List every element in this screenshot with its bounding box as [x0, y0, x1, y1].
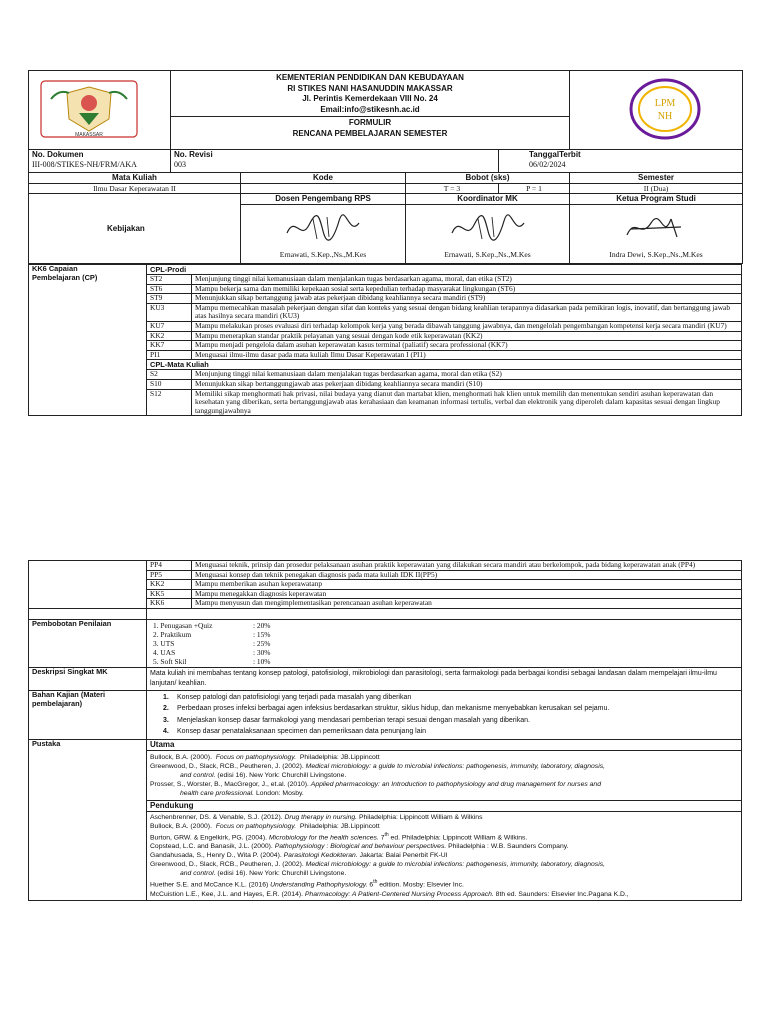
- cpl-text: Menjunjung tinggi nilai kemanusiaan dalam menjalankan tugas berdasarkan agama, moral, dan etika (ST2): [192, 275, 742, 285]
- signer-name: Ernawati, S.Kep.,Ns.,M.Kes: [279, 250, 367, 259]
- svg-text:NH: NH: [657, 111, 673, 122]
- detail-table: [28, 619, 742, 901]
- semester-label: Semester: [570, 173, 743, 184]
- cpl-text: Menjunjung tinggi nilai kemanusiaan dalam menjalakan tugas berdasarkan agama, moral dan etika (S2): [192, 370, 742, 380]
- utama-label: Utama: [147, 740, 741, 751]
- list-item: [163, 715, 738, 727]
- weight-name: 5. Soft Skil: [153, 656, 187, 666]
- bahan-label-2: pembelajaran): [32, 698, 83, 708]
- cpl-code: PI1: [147, 350, 192, 360]
- list-item: [150, 639, 738, 648]
- pustaka-label: Pustaka: [29, 739, 147, 900]
- signature-icon: [621, 211, 691, 245]
- item-number: 3.: [163, 716, 169, 724]
- kode-label: Kode: [241, 173, 406, 184]
- signature-dosen: [241, 205, 406, 264]
- list-item: [150, 657, 738, 666]
- cpl-text: Mampu menerapkan standar praktik pelayanan yang sesuai dengan kode etik keperawatan (KK2): [192, 331, 742, 341]
- tanggal-label: TanggalTerbit: [529, 150, 581, 159]
- item-text: Perbedaan proses infeksi berbagai agen infeksius berdasarkan struktur, siklus hidup, dan mekanisme menyebabkan kerusakan sel pejamu.: [177, 705, 610, 713]
- cpl-text: Menguasai teknik, prinsip dan prosedur pelaksanaan asuhan praktik keperawatan yang dilakukan secara mandiri atau berkelompok, pada bidang keperawatan anak (PP4): [192, 561, 742, 571]
- inst-line: Jl. Perintis Kemerdekaan VIII No. 24: [302, 94, 438, 103]
- item-text: Konsep patologi dan patofisiologi yang terjadi pada masalah yang diberikan: [177, 693, 412, 701]
- list-item: [150, 630, 738, 639]
- institution-logo-icon: [39, 79, 139, 139]
- cpl-code: PP4: [147, 561, 192, 571]
- list-item: [163, 692, 738, 704]
- cp-continued-table: [28, 560, 742, 620]
- no-revisi-cell: [171, 150, 499, 173]
- signer-name: Ernawati, S.Kep.,Ns.,M.Kes: [444, 250, 531, 259]
- cpl-code: KK2: [147, 331, 192, 341]
- weight-value: : 25%: [253, 638, 271, 648]
- pendukung-list: [147, 812, 741, 900]
- tanggal-cell: [499, 150, 743, 173]
- ref-item: Huether S.E. and McCance K.L. (2016) Understanding Pathophysiology. 6th edition. Mosby: Elsevier Inc.: [150, 879, 464, 889]
- cp-table: [28, 264, 742, 416]
- cpl-text: Menguasai konsep dan teknik penegakan diagnosis pada mata kuliah IDK II(PP5): [192, 570, 742, 580]
- rps-page-2: [28, 560, 742, 901]
- signature-koordinator: [406, 205, 570, 264]
- role-dosen: Dosen Pengembang RPS: [241, 194, 406, 205]
- institution-header: [171, 71, 570, 150]
- cpl-code: ST2: [147, 275, 192, 285]
- list-item: [163, 703, 738, 715]
- tanggal-value: 06/02/2024: [529, 160, 566, 169]
- kebijakan-label: Kebijakan: [29, 194, 241, 264]
- weight-value: : 15%: [253, 629, 271, 639]
- inst-line: RI STIKES NANI HASANUDDIN MAKASSAR: [287, 83, 453, 93]
- mk-value: Ilmu Dasar Keperawatan II: [29, 184, 241, 194]
- ref-item: Greenwood, D., Slack, RCB., Peutheren, J. (2002). Medical microbiology: a guide to microbial infections: pathogenesis, immunity, laboratory, diagnosis, and control. (edisi 16). New York: Churchill Livingstone.: [150, 861, 605, 878]
- weight-value: : 20%: [253, 620, 271, 630]
- table-row: [29, 561, 742, 571]
- item-number: 4.: [163, 728, 169, 736]
- list-item: [150, 648, 738, 657]
- cp-continued-label: [29, 561, 147, 609]
- rps-page-1: [28, 70, 742, 416]
- ref-item: Gandahusada, S., Henry D., Wita P. (2004). Parasitologi Kedokteran. Jakarta: Balai Penerbit FK-UI: [150, 852, 448, 860]
- cpl-code: ST9: [147, 294, 192, 304]
- no-revisi-value: 003: [174, 160, 186, 169]
- ref-item: Aschenbrenner, DS. & Venable, S.J. (2012). Drug therapy in nursing. Philadelphia: Lippincott William & Wilkins: [150, 813, 483, 821]
- cpl-text: Mampu menegakkan diagnosis keperawatan: [192, 589, 742, 599]
- no-dokumen-label: No. Dokumen: [32, 150, 84, 159]
- spacer-cell: [147, 608, 742, 619]
- cpl-code: KK5: [147, 589, 192, 599]
- bobot-label: Bobot (sks): [406, 173, 570, 184]
- cpl-code: ST6: [147, 284, 192, 294]
- bobot-p: P = 1: [499, 184, 570, 194]
- cpl-code: KU3: [147, 303, 192, 321]
- ref-item: Bullock, B.A. (2000). Focus on pathophysiology. Philadelphia: JB.Lippincott: [150, 753, 380, 761]
- cp-label-1: KK6 Capaian: [32, 264, 78, 273]
- no-revisi-label: No. Revisi: [174, 150, 213, 159]
- item-number: 2.: [163, 705, 169, 713]
- cpl-text: Mampu menjadi pengelola dalam asuhan keperawatan kasus terminal (paliatif) secara professional (KK7): [192, 341, 742, 351]
- ref-item: Copstead, L.C. and Banasik, J.L. (2000). Pathophysiology : Biological and behaviour perspectives. Philadelphia : W.B. Saunders Company.: [150, 843, 569, 851]
- role-kaprodi: Ketua Program Studi: [570, 194, 743, 205]
- signer-name: Indra Dewi, S.Kep.,Ns.,M.Kes: [609, 250, 703, 259]
- cpl-text: Mampu menyusun dan mengimplementasikan perencanaan asuhan keperawatan: [192, 599, 742, 609]
- logo-right-cell: [570, 71, 743, 150]
- pustaka-pendukung: [147, 800, 742, 900]
- role-koordinator: Koordinator MK: [406, 194, 570, 205]
- logo-left-cell: [29, 71, 171, 150]
- weight-name: 3. UTS: [153, 638, 175, 648]
- cpl-code: KK6: [147, 599, 192, 609]
- ref-item: Bullock, B.A. (2000). Focus on pathophysiology. Philadelphia: JB.Lippincott: [150, 822, 380, 830]
- form-subtitle: RENCANA PEMBELAJARAN SEMESTER: [292, 128, 448, 138]
- cpl-text: Mampu bekerja sama dan memiliki kepekaan sosial serta kepedulian terhadap masyarakat lingkungan (ST6): [192, 284, 742, 294]
- cpl-text: Menunjukkan sikap bertanggung jawab atas pekerjaan dibidang keahliannya secara mandiri (ST9): [192, 294, 742, 304]
- lpm-logo-icon: [628, 77, 702, 141]
- list-item: [163, 726, 738, 738]
- cpl-text: Memiliki sikap menghormati hak privasi, nilai budaya yang dianut dan martabat klien, menghormati hak klien untuk memilih dan menentukan sendiri asuhan keperawatan dan kesehatan yang diberikan, serta bertanggungjawab atas kerahasiaan dan keamanan informasi tertulis, verbal dan elektronik yang diperoleh dalam kapasitas sesuai dengan lingkup tanggungjawabnya: [192, 389, 742, 416]
- weight-name: 2. Praktikum: [153, 629, 192, 639]
- ref-item: Burton, GRW. & Engelkirk, PG. (2004). Microbiology for the health sciences. 7th ed. Philadelphia: Lippincott William & Wilkins.: [150, 831, 528, 842]
- list-item: [150, 621, 738, 630]
- kode-value: [241, 184, 406, 194]
- item-number: 1.: [163, 693, 169, 701]
- weight-value: : 30%: [253, 647, 271, 657]
- svg-text:MAKASSAR: MAKASSAR: [75, 132, 103, 138]
- pendukung-label: Pendukung: [147, 801, 741, 812]
- cpl-code: S2: [147, 370, 192, 380]
- pembobotan-list: [147, 619, 742, 667]
- cpl-text: Menguasai ilmu-ilmu dasar pada mata kuliah Ilmu Dasar Keperawatan I (PI1): [192, 350, 742, 360]
- cpl-code: KU7: [147, 321, 192, 331]
- inst-line: Email:info@stikesnh.ac.id: [320, 104, 420, 114]
- form-title: FORMULIR: [348, 118, 392, 127]
- bahan-label-1: Bahan Kajian (Materi: [32, 690, 106, 699]
- pembobotan-label: Pembobotan Penilaian: [29, 619, 147, 667]
- utama-list: [147, 751, 741, 800]
- weight-value: : 10%: [253, 656, 271, 666]
- mk-label: Mata Kuliah: [29, 173, 241, 184]
- inst-line: KEMENTERIAN PENDIDIKAN DAN KEBUDAYAAN: [276, 73, 464, 82]
- deskripsi-label: Deskripsi Singkat MK: [29, 667, 147, 690]
- cpl-code: KK2: [147, 580, 192, 590]
- weight-name: 4. UAS: [153, 647, 176, 657]
- cpl-code: S12: [147, 389, 192, 416]
- ref-item: Greenwood, D., Slack, RCB., Peutheren, J. (2002). Medical microbiology: a guide to microbial infections: pathogenesis, immunity, laboratory, diagnosis, and control. (edisi 16). New York: Churchill Livingstone.: [150, 762, 605, 779]
- svg-text:LPM: LPM: [654, 98, 676, 109]
- cpl-text: Menunjukkan sikap bertanggungjawab atas pekerjaan dibidang keahliannya secara mandiri (S10): [192, 379, 742, 389]
- pustaka-utama: [147, 739, 742, 800]
- signature-kaprodi: [570, 205, 743, 264]
- bahan-label: [29, 690, 147, 739]
- cpl-text: Mampu memberikan asuhan keperawatanp: [192, 580, 742, 590]
- ref-item: Prosser, S., Worster, B., MacGregor, J., et.al. (2010). Applied pharmacology: an Introduction to pathophysiology and drug management for nurses and health care professional. London: Mosby.: [150, 780, 601, 797]
- cpl-prodi-label: CPL-Prodi: [147, 265, 742, 275]
- cpl-mk-label: CPL-Mata Kuliah: [147, 360, 742, 370]
- cpl-text: Mampu memecahkan masalah pekerjaan dengan sifat dan konteks yang sesuai dengan bidang keahlian terapannya didasarkan pada pemikiran logis, inovatif, dan bertanggung jawab atas hasilnya secara mandiri (KU3): [192, 303, 742, 321]
- item-text: Konsep dasar penatalaksanaan specimen dan pemeriksaan data penunjang lain: [177, 728, 427, 736]
- cpl-text: Mampu melakukan proses evaluasi diri terhadap kelompok kerja yang berada dibawah tanggung jawabnya, dan mengelolah pengembangan kompetensi kerja secara mandiri (KU7): [192, 321, 742, 331]
- bobot-t: T = 3: [406, 184, 499, 194]
- cp-label-2: Pembelajaran (CP): [32, 272, 98, 282]
- signature-icon: [283, 211, 363, 245]
- cp-label: [29, 265, 147, 416]
- weight-name: 1. Penugasan +Quiz: [153, 620, 213, 630]
- semester-value: II (Dua): [570, 184, 743, 194]
- spacer-cell: [29, 608, 147, 619]
- item-text: Menjelaskan konsep dasar farmakologi yang mendasari pemberian terapi sesuai dengan masalah yang diberikan.: [177, 716, 530, 724]
- cpl-code: KK7: [147, 341, 192, 351]
- cpl-code: S10: [147, 379, 192, 389]
- header-table: [28, 70, 743, 264]
- bahan-list: [147, 690, 742, 739]
- ref-item: McCuistion L.E., Kee, J.L. and Hayes, E.R. (2014). Pharmacology: A Patient-Centered Nursing Process Approach. 8th ed. Saunders: Elsevier Inc.Pagana K.D.,: [150, 890, 629, 898]
- no-dokumen-value: III-008/STIKES-NH/FRM/AKA: [32, 160, 137, 169]
- signature-icon: [448, 211, 528, 245]
- no-dokumen-cell: [29, 150, 171, 173]
- cpl-code: PP5: [147, 570, 192, 580]
- deskripsi-text: Mata kuliah ini membahas tentang konsep patologi, patofisiologi, mikrobiologi dan parasitologi, serta farmakologi pada berbagai kondisi sebagai landasan dalam mempelajari ilmu-ilmu lanjutan/ keahlian.: [147, 667, 742, 690]
